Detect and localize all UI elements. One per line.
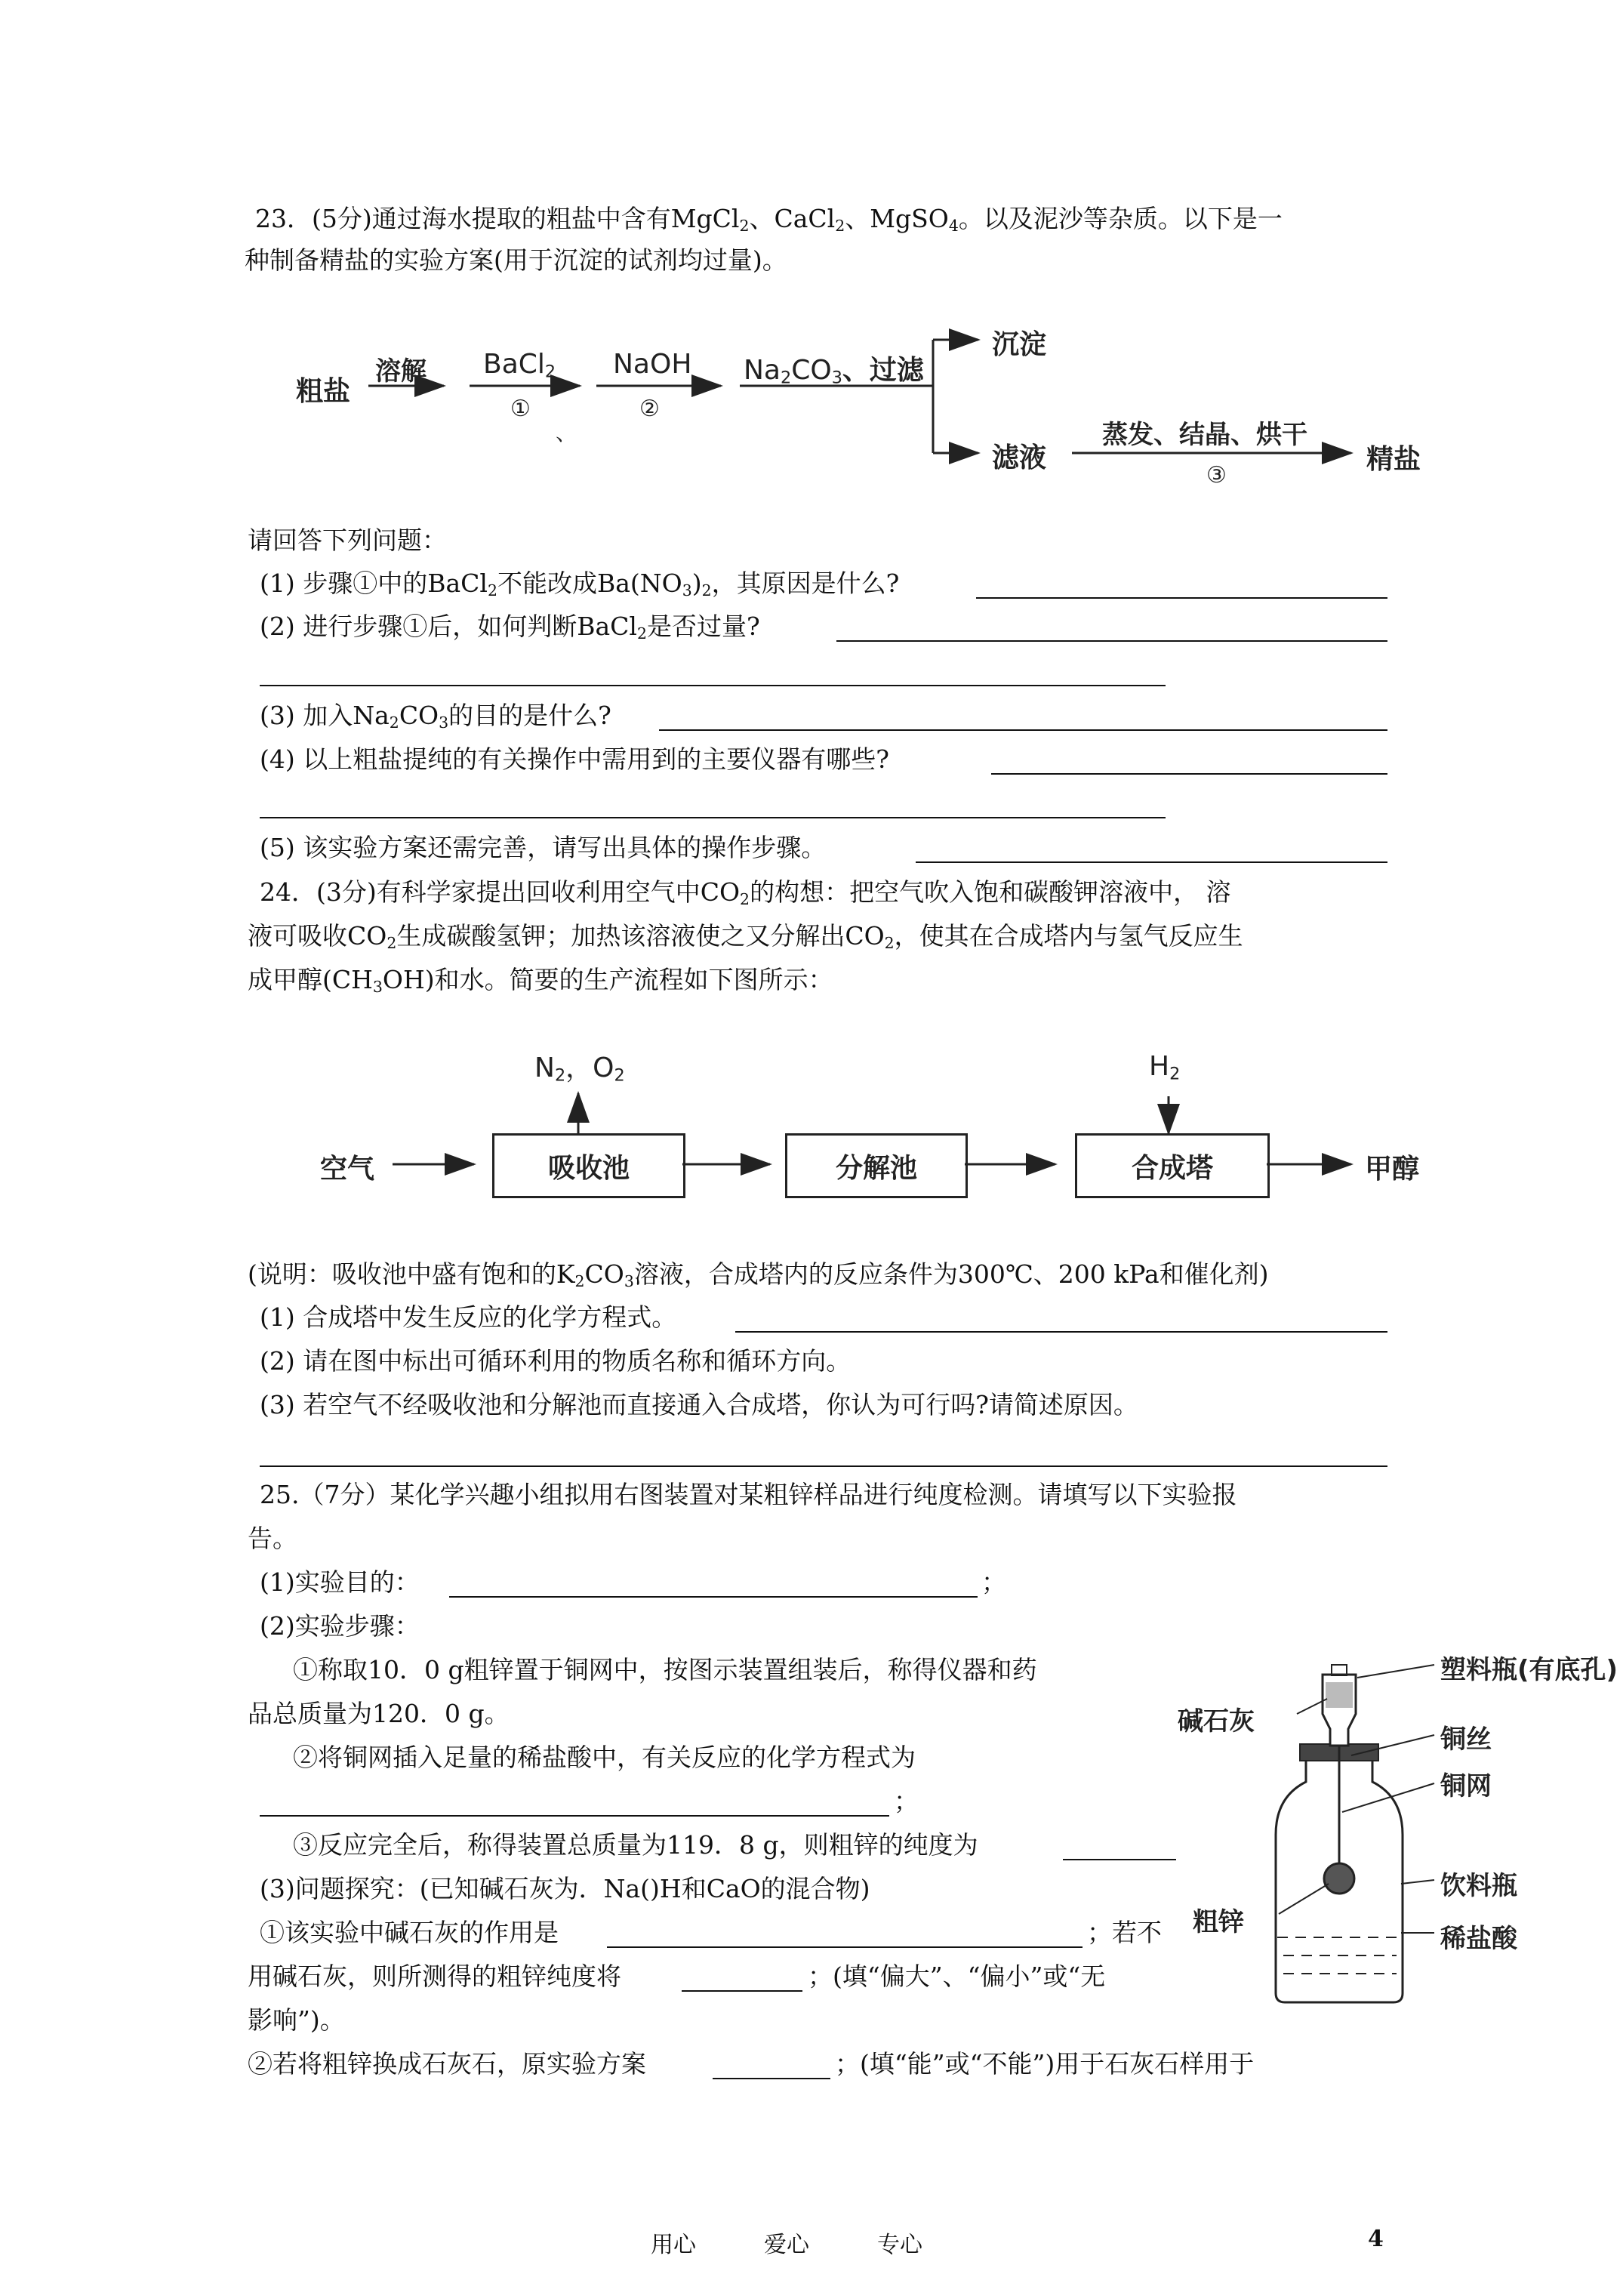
q25-explore-1c: 用碱石灰，则所测得的粗锌纯度将 [248, 1962, 621, 1991]
q23-flow-step3: ③ [1206, 462, 1227, 488]
footer-word-1: 用心 [651, 2232, 696, 2258]
q23-flow-filtrate: 滤液 [992, 442, 1047, 473]
q24-question-3: (3) 若空气不经吸收池和分解池而直接通入合成塔，你认为可行吗?请简述原因。 [260, 1390, 1138, 1419]
apparatus-label-copper-wire: 铜丝 [1440, 1724, 1492, 1755]
q24-question-1: (1) 合成塔中发生反应的化学方程式。 [260, 1302, 677, 1332]
apparatus-label-acid: 稀盐酸 [1440, 1924, 1517, 1954]
q23-flow-dot: 、 [556, 421, 577, 445]
q23-flow-precipitate: 沉淀 [992, 329, 1047, 360]
q23-question-1: (1) 步骤①中的BaCl$_2$不能改成$Ba(NO_3)_2$，其原因是什么? [260, 569, 900, 600]
q24-question-2: (2) 请在图中标出可循环利用的物质名称和循环方向。 [260, 1346, 852, 1376]
q25-steps-label: (2)实验步骤： [260, 1611, 420, 1641]
q23-flow-reagent1: BaCl$_2$ [483, 349, 556, 382]
q23-line-2: 种制备精盐的实验方案(用于沉淀的试剂均过量)。 [245, 245, 787, 275]
q24-flow-gas-out: $N_2$，$O_2$ [534, 1052, 625, 1086]
q25-step-3: ③反应完全后，称得装置总质量为119．8 g，则粗锌的纯度为 [293, 1830, 978, 1860]
footer-word-2: 爱心 [764, 2232, 809, 2258]
q24-box-absorb: 吸收池 [492, 1133, 685, 1198]
q25-step-1b: 品总质量为120．0 g。 [248, 1699, 510, 1728]
q25-explore-1b: ；若不 [1087, 1918, 1162, 1947]
q24-box-synthesis: 合成塔 [1075, 1133, 1270, 1198]
q25-explore-label: (3)问题探究：(已知碱石灰为．Na()H和CaO的混合物) [260, 1874, 870, 1903]
q23-flow-reagent2: NaOH [613, 349, 692, 380]
page-number: 4 [1368, 2226, 1384, 2252]
q24-flow-end: 甲醇 [1365, 1154, 1420, 1185]
q23-question-3: (3) 加入$Na_2CO_3$的目的是什么? [260, 701, 611, 732]
q25-step-2: ②将铜网插入足量的稀盐酸中，有关反应的化学方程式为 [293, 1743, 916, 1772]
q24-flow-air: 空气 [320, 1154, 375, 1185]
q25-explore-1d: ；(填“偏大”、“偏小”或“无 [808, 1962, 1106, 1991]
q24-line-3: 成甲醇$(CH_3OH)$和水。简要的生产流程如下图所示： [248, 965, 833, 997]
apparatus-label-soda-lime: 碱石灰 [1178, 1706, 1255, 1737]
q23-line-1: 23．(5分)通过海水提取的粗盐中含有MgCl$_2$、CaCl$_2$、MgSO$_4$。以及泥沙等杂质。以下是一 [255, 204, 1283, 236]
apparatus-label-crude-zinc: 粗锌 [1193, 1907, 1244, 1937]
q24-line-2: 液可吸收$CO_2$生成碳酸氢钾；加热该溶液使之又分解出$CO_2$，使其在合成塔内与氢气反应生 [248, 921, 1243, 953]
q24-flow-h2: $H_2$ [1149, 1051, 1181, 1084]
q23-question-2: (2) 进行步骤①后，如何判断BaCl$_2$是否过量? [260, 612, 760, 643]
q25-explore-2a: ②若将粗锌换成石灰石，原实验方案 [248, 2049, 646, 2079]
q24-note: (说明：吸收池中盛有饱和的$K_2CO_3$溶液，合成塔内的反应条件为300℃、200 kPa和催化剂) [248, 1259, 1269, 1291]
q23-flow-step1: ① [510, 396, 531, 422]
q24-line-1: 24．(3分)有科学家提出回收利用空气中$CO_2$的构想：把空气吹入饱和碳酸钾溶液中， 溶 [260, 877, 1231, 909]
q23-flow-reagent3: $Na_2CO_3$、过滤 [744, 355, 924, 388]
q23-question-5: (5) 该实验方案还需完善，请写出具体的操作步骤。 [260, 833, 827, 862]
q23-flow-step2: ② [639, 396, 660, 422]
q24-box-decompose: 分解池 [785, 1133, 968, 1198]
q25-step-2-end: ； [894, 1786, 919, 1816]
q23-flow-op1: 溶解 [375, 356, 427, 387]
q25-purpose-label: (1)实验目的： [260, 1567, 420, 1597]
apparatus-label-copper-mesh: 铜网 [1440, 1771, 1492, 1801]
q25-explore-1e: 影响”)。 [248, 2005, 345, 2035]
q23-flow-start: 粗盐 [296, 376, 351, 407]
q25-explore-2b: ；(填“能”或“不能”)用于石灰石样用于 [835, 2049, 1255, 2079]
q25-explore-1a: ①该实验中碱石灰的作用是 [260, 1918, 559, 1947]
q23-flow-end: 精盐 [1366, 444, 1421, 475]
q23-prompt: 请回答下列问题： [248, 525, 447, 555]
q25-purpose-end: ； [981, 1567, 1006, 1597]
q23-question-4: (4) 以上粗盐提纯的有关操作中需用到的主要仪器有哪些? [260, 744, 889, 774]
footer-word-3: 专心 [877, 2232, 922, 2258]
q25-line-1: 25.（7分）某化学兴趣小组拟用右图装置对某粗锌样品进行纯度检测。请填写以下实验报 [260, 1480, 1237, 1509]
q25-step-1a: ①称取10．0 g粗锌置于铜网中，按图示装置组装后，称得仪器和药 [293, 1655, 1037, 1684]
apparatus-label-drink-bottle: 饮料瓶 [1440, 1871, 1517, 1901]
apparatus-label-plastic-bottle: 塑料瓶(有底孔) [1440, 1655, 1618, 1685]
q23-flow-op3: 蒸发、结晶、烘干 [1102, 420, 1307, 450]
q25-line-2: 告。 [248, 1524, 297, 1553]
